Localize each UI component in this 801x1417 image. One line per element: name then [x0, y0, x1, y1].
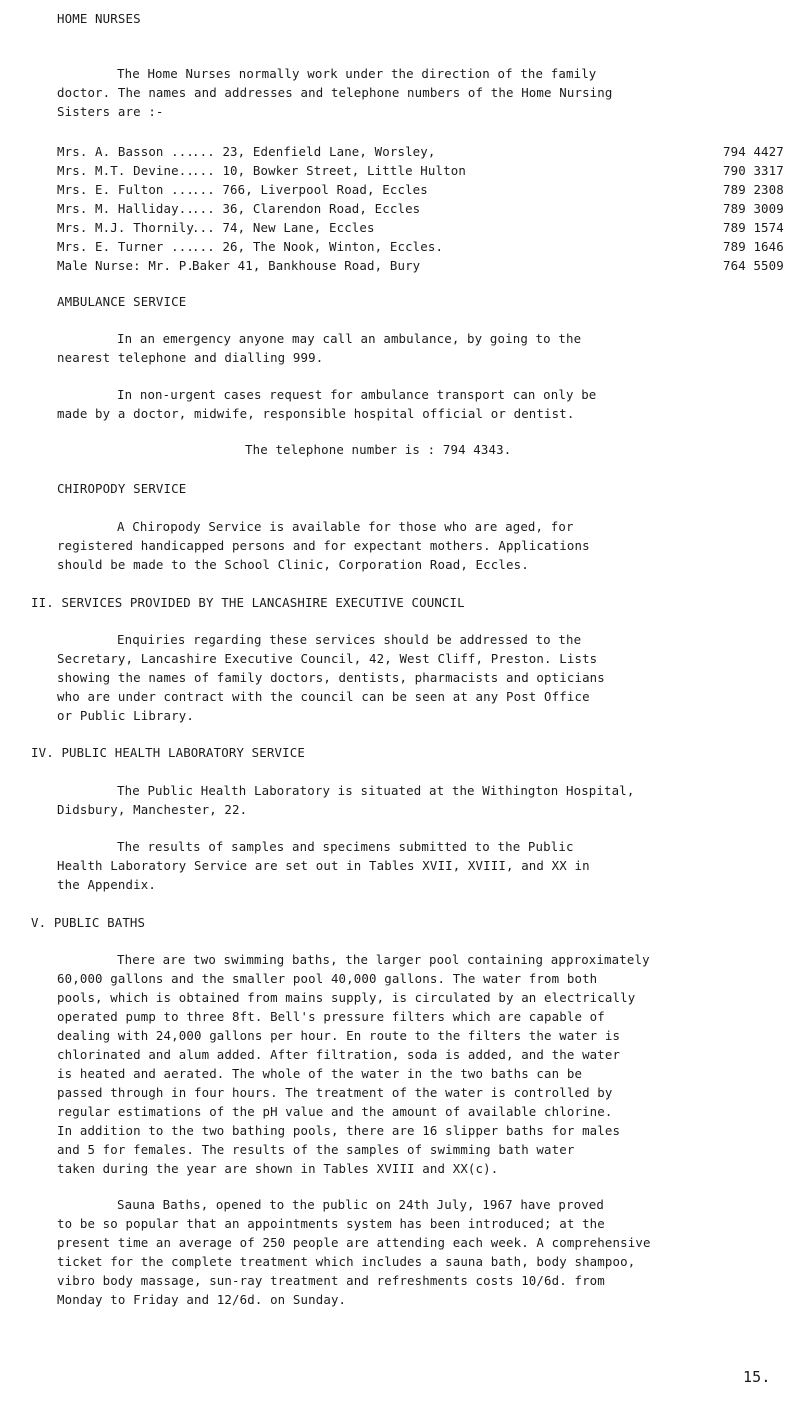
- text-line: nearest telephone and dialling 999.: [57, 350, 324, 365]
- chiropody-heading: CHIROPODY SERVICE: [57, 481, 187, 496]
- nurse-telephone: 764 5509: [723, 258, 784, 273]
- nurse-name: Mrs. M.T. Devine..: [57, 163, 194, 178]
- text-line: vibro body massage, sun-ray treatment and refreshments costs 10/6d. from: [57, 1273, 605, 1288]
- nurse-name: Mrs. M. Halliday..: [57, 201, 194, 216]
- sauna-baths-paragraph: [57, 1195, 772, 1309]
- section-ii-heading: II. SERVICES PROVIDED BY THE LANCASHIRE EXECUTIVE COUNCIL: [31, 595, 465, 610]
- text-line: A Chiropody Service is available for those who are aged, for: [117, 519, 574, 534]
- text-line: registered handicapped persons and for expectant mothers. Applications: [57, 538, 590, 553]
- section-iv-heading: IV. PUBLIC HEALTH LABORATORY SERVICE: [31, 745, 305, 760]
- text-line: pools, which is obtained from mains supply, is circulated by an electrically: [57, 990, 636, 1005]
- home-nurses-heading: HOME NURSES: [57, 11, 141, 26]
- text-line: Sauna Baths, opened to the public on 24th July, 1967 have proved: [117, 1197, 605, 1212]
- nurse-address: ... 26, The Nook, Winton, Eccles.: [192, 239, 444, 254]
- text-line: dealing with 24,000 gallons per hour. En route to the filters the water is: [57, 1028, 621, 1043]
- text-line: Secretary, Lancashire Executive Council, 42, West Cliff, Preston. Lists: [57, 651, 598, 666]
- section-v-heading: V. PUBLIC BATHS: [31, 915, 146, 930]
- text-line: is heated and aerated. The whole of the water in the two baths can be: [57, 1066, 583, 1081]
- public-baths-paragraph: [57, 950, 772, 1178]
- text-line: Didsbury, Manchester, 22.: [57, 802, 248, 817]
- nurse-name: Mrs. E. Turner ...: [57, 239, 194, 254]
- text-line: who are under contract with the council can be seen at any Post Office: [57, 689, 590, 704]
- text-line: taken during the year are shown in Tables XVIII and XX(c).: [57, 1161, 499, 1176]
- text-line: The Public Health Laboratory is situated at the Withington Hospital,: [117, 783, 635, 798]
- text-line: Health Laboratory Service are set out in Tables XVII, XVIII, and XX in: [57, 858, 590, 873]
- text-line: present time an average of 250 people are attending each week. A comprehensive: [57, 1235, 651, 1250]
- nurse-telephone: 789 3009: [723, 201, 784, 216]
- nurse-address: ... 36, Clarendon Road, Eccles: [192, 201, 421, 216]
- text-line: Enquiries regarding these services should be addressed to the: [117, 632, 582, 647]
- page-number: 15.: [743, 1368, 771, 1386]
- ambulance-paragraph-1: [57, 329, 772, 367]
- text-line: operated pump to three 8ft. Bell's pressure filters which are capable of: [57, 1009, 605, 1024]
- nurse-address: ... 10, Bowker Street, Little Hulton: [192, 163, 466, 178]
- text-line: In addition to the two bathing pools, there are 16 slipper baths for males: [57, 1123, 621, 1138]
- text-line: 60,000 gallons and the smaller pool 40,000 gallons. The water from both: [57, 971, 598, 986]
- chiropody-paragraph: [57, 517, 772, 574]
- text-line: In an emergency anyone may call an ambulance, by going to the: [117, 331, 582, 346]
- nurse-telephone: 790 3317: [723, 163, 784, 178]
- text-line: showing the names of family doctors, dentists, pharmacists and opticians: [57, 670, 605, 685]
- text-line: Monday to Friday and 12/6d. on Sunday.: [57, 1292, 347, 1307]
- text-line: chlorinated and alum added. After filtration, soda is added, and the water: [57, 1047, 621, 1062]
- nurse-telephone: 789 1646: [723, 239, 784, 254]
- text-line: The Home Nurses normally work under the direction of the family: [117, 66, 597, 81]
- nurse-telephone: 789 2308: [723, 182, 784, 197]
- text-line: regular estimations of the pH value and the amount of available chlorine.: [57, 1104, 613, 1119]
- nurse-name: Mrs. A. Basson ...: [57, 144, 194, 159]
- text-line: ticket for the complete treatment which includes a sauna bath, body shampoo,: [57, 1254, 636, 1269]
- text-line: should be made to the School Clinic, Corporation Road, Eccles.: [57, 557, 529, 572]
- nurse-address: Baker 41, Bankhouse Road, Bury: [192, 258, 421, 273]
- text-line: There are two swimming baths, the larger pool containing approximately: [117, 952, 650, 967]
- ambulance-paragraph-2: [57, 385, 772, 423]
- nurse-name: Mrs. E. Fulton ...: [57, 182, 194, 197]
- text-line: doctor. The names and addresses and telephone numbers of the Home Nursing: [57, 85, 613, 100]
- nurse-address: ... 766, Liverpool Road, Eccles: [192, 182, 428, 197]
- text-line: made by a doctor, midwife, responsible hospital official or dentist.: [57, 406, 575, 421]
- nurse-telephone: 794 4427: [723, 144, 784, 159]
- text-line: to be so popular that an appointments system has been introduced; at the: [57, 1216, 605, 1231]
- text-line: and 5 for females. The results of the samples of swimming bath water: [57, 1142, 575, 1157]
- nurse-name: Mrs. M.J. Thornily: [57, 220, 194, 235]
- home-nurses-intro: [57, 64, 772, 121]
- text-line: The results of samples and specimens submitted to the Public: [117, 839, 574, 854]
- nurse-telephone: 789 1574: [723, 220, 784, 235]
- nurse-address: ... 23, Edenfield Lane, Worsley,: [192, 144, 436, 159]
- text-line: Sisters are :-: [57, 104, 164, 119]
- text-line: passed through in four hours. The treatment of the water is controlled by: [57, 1085, 613, 1100]
- section-ii-paragraph: [57, 630, 772, 725]
- section-iv-paragraph-2: [57, 837, 772, 894]
- nurse-name: Male Nurse: Mr. P.: [57, 258, 194, 273]
- nurse-address: ... 74, New Lane, Eccles: [192, 220, 375, 235]
- ambulance-telephone: [57, 440, 772, 459]
- text-line: The telephone number is : 794 4343.: [245, 442, 512, 457]
- text-line: In non-urgent cases request for ambulance transport can only be: [117, 387, 597, 402]
- text-line: the Appendix.: [57, 877, 156, 892]
- ambulance-heading: AMBULANCE SERVICE: [57, 294, 187, 309]
- section-iv-paragraph-1: [57, 781, 772, 819]
- text-line: or Public Library.: [57, 708, 194, 723]
